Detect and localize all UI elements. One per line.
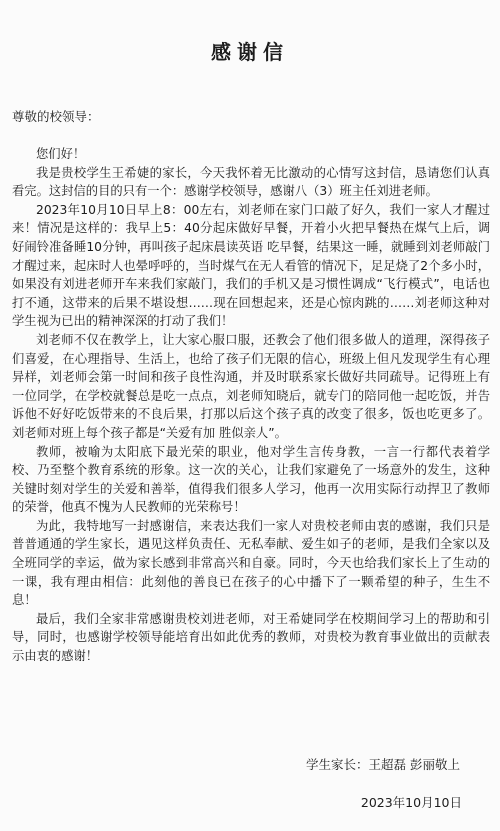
letter-date: 2023年10月10日 xyxy=(360,795,462,810)
letter-body xyxy=(12,145,490,666)
letter-paragraph-2: 2023年10月10日早上8：00左右，刘老师在家门口敲了好久，我们一家人才醒过来！情况是这样的：我早上5：40分起床做好早餐，开着小火把早餐热在煤气上后，调好闹铃准备睡10分钟，再叫孩子起床晨读英语 吃早餐，结果这一睡，就睡到刘老师敲门才醒过来，起床时人也晕呼呼的，当时煤气在无人看管的情况下，足足烧了2个多小时，如果没有刘进老师开车来我们家敲门，我们的手机又是习惯性调成“飞行模式”，电话也打不通，这带来的后果不堪设想……现在回想起来，还是心惊肉跳的……刘老师这种对学生视为已出的精神深深的打动了我们！ xyxy=(12,202,490,329)
letter-salutation: 尊敬的校领导： xyxy=(12,109,100,124)
letter-paragraph-5: 为此，我特地写一封感谢信，来表达我们一家人对贵校老师由衷的感谢，我们只是普普通通的学生家长，遇见这样负责任、无私奉献、爱生如子的老师，是我们全家以及全班同学的幸运，做为家长感到非常高兴和自豪。同时，今天也给我们家长上了生动的一课，我有理由相信：此刻他的善良已在孩子的心中播下了一颗希望的种子，生生不息！ xyxy=(12,518,490,608)
letter-paragraph-4: 教师，被喻为太阳底下最光荣的职业，他对学生言传身教，一言一行都代表着学校、乃至整个教育系统的形象。这一次的关心，让我们家避免了一场意外的发生，这种关键时刻对学生的关爱和善举，值得我们很多人学习，他再一次用实际行动捍卫了教师的荣誉，他真不愧为人民教师的光荣称号！ xyxy=(12,444,490,515)
letter-paragraph-1: 我是贵校学生王希婕的家长，今天我怀着无比激动的心情写这封信，恳请您们认真看完。这封信的目的只有一个：感谢学校领导，感谢八（3）班主任刘进老师。 xyxy=(12,165,490,199)
letter-paragraph-3: 刘老师不仅在教学上，让大家心服口服，还教会了他们很多做人的道理，深得孩子们喜爱，在心理指导、生活上，也给了孩子们无限的信心，班级上但凡发现学生有心理异样，刘老师会第一时间和孩子良性沟通，并及时联系家长做好共同疏导。记得班上有一位同学，在学校就餐总是吃一点点，刘老师知晓后，就专门的陪同他一起吃饭，并告诉他不好好吃饭带来的不良后果，打那以后这个孩子真的改变了很多，饭也吃更多了。刘老师对班上每个孩子都是“关爱有加 胜似亲人”。 xyxy=(12,332,490,440)
letter-title: 感谢信 xyxy=(211,40,289,64)
letter-paragraph-6: 最后，我们全家非常感谢贵校刘进老师，对王希婕同学在校期间学习上的帮助和引导，同时，也感谢学校领导能培育出如此优秀的教师，对贵校为教育事业做出的贡献表示由衷的感谢！ xyxy=(12,611,490,664)
letter-greeting: 您们好！ xyxy=(36,147,86,161)
letter-signature: 学生家长：王超磊 彭丽敬上 xyxy=(306,757,460,772)
